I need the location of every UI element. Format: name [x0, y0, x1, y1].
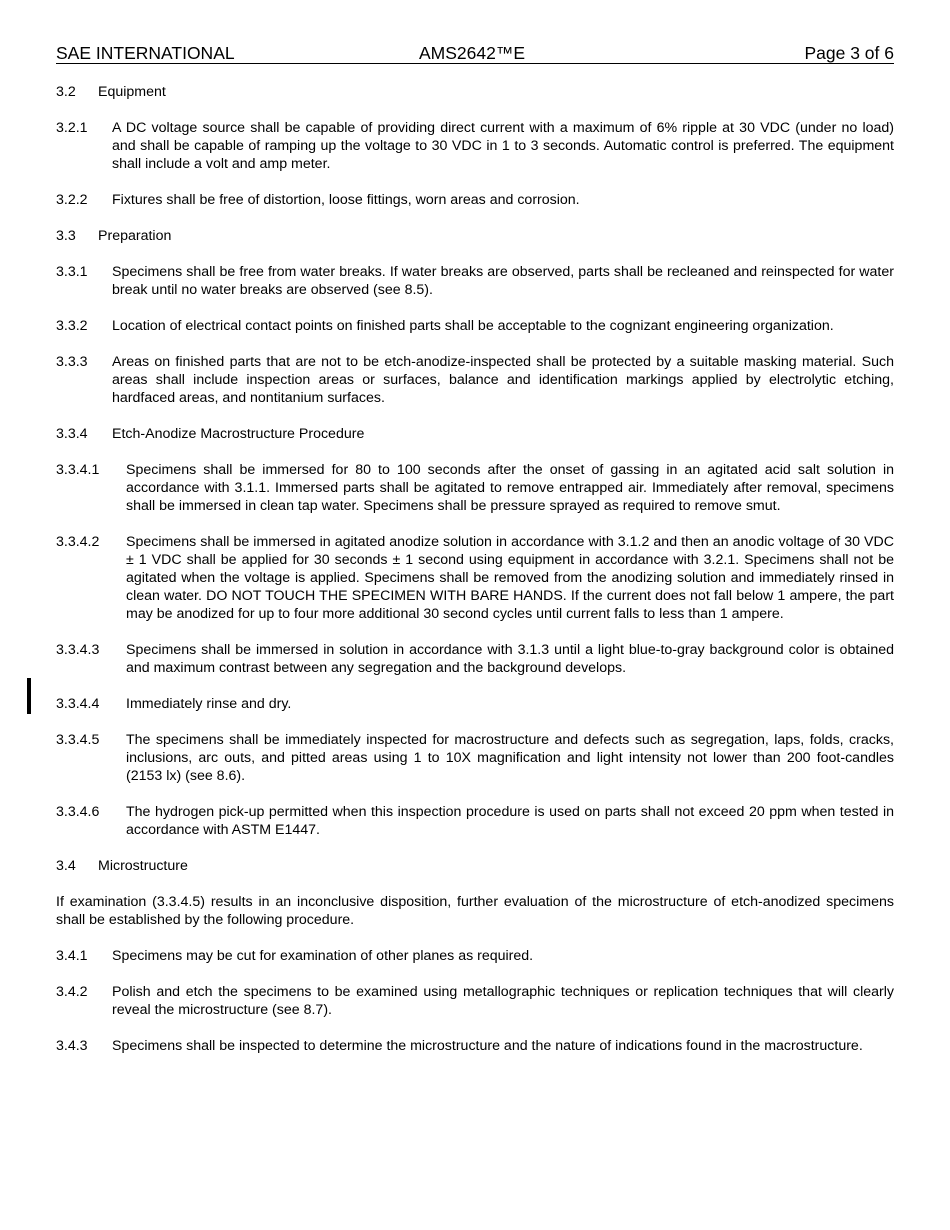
paragraph-number: 3.3.4.4 [56, 696, 100, 712]
paragraph [56, 731, 894, 785]
paragraph-text: Areas on finished parts that are not to be etch-anodize-inspected shall be protected by a suitable masking material. Such areas shall include inspection areas or surfaces, balance and identification markings applied by electrolytic etching, hardfaced areas, and nontitanium surfaces. [112, 354, 894, 406]
section-number: 3.3 [56, 228, 76, 244]
org-name: SAE INTERNATIONAL [56, 43, 235, 63]
paragraph-text: Fixtures shall be free of distortion, loose fittings, worn areas and corrosion. [112, 192, 580, 208]
paragraph-number: 3.3.1 [56, 264, 88, 280]
paragraph-number: 3.3.3 [56, 354, 88, 370]
paragraph-text: Specimens shall be immersed in solution in accordance with 3.1.3 until a light blue-to-gray background color is obtained and maximum contrast between any segregation and the background develops. [126, 642, 894, 676]
paragraph [56, 533, 894, 623]
paragraph [56, 803, 894, 839]
paragraph-text: Immediately rinse and dry. [126, 696, 292, 712]
paragraph [56, 353, 894, 407]
paragraph-text: Specimens shall be immersed for 80 to 100 seconds after the onset of gassing in an agitated acid salt solution in accordance with 3.1.1. Immersed parts shall be agitated to remove entrapped air. Immediately after removal, specimens shall be immersed in clean tap water. Specimens shall be pressure sprayed as required to remove smut. [126, 462, 894, 514]
paragraph-text: Location of electrical contact points on finished parts shall be acceptable to the cognizant engineering organization. [112, 318, 834, 334]
paragraph [56, 983, 894, 1019]
paragraph-number: 3.2.2 [56, 192, 88, 208]
paragraph-text: Polish and etch the specimens to be examined using metallographic techniques or replication techniques that will clearly reveal the microstructure (see 8.7). [112, 984, 894, 1018]
subsection-title: Etch-Anodize Macrostructure Procedure [112, 426, 365, 442]
section-heading [56, 227, 894, 245]
paragraph-number: 3.4.2 [56, 984, 88, 1000]
paragraph-number: 3.3.4.6 [56, 804, 100, 820]
paragraph-number: 3.3.4.1 [56, 462, 100, 478]
paragraph-text: Specimens shall be free from water breaks. If water breaks are observed, parts shall be recleaned and reinspected for water break until no water breaks are observed (see 8.5). [112, 264, 894, 298]
document-body [56, 83, 894, 1073]
page-header [56, 43, 894, 64]
intro-paragraph: If examination (3.3.4.5) results in an inconclusive disposition, further evaluation of the microstructure of etch-anodized specimens shall be established by the following procedure. [56, 894, 894, 928]
document-number: AMS2642™E [419, 43, 526, 63]
paragraph-text: Specimens shall be immersed in agitated anodize solution in accordance with 3.1.2 and then an anodic voltage of 30 VDC ± 1 VDC shall be applied for 30 seconds ± 1 second using equipment in accordance with 3.2.1. Specimens shall not be agitated when the voltage is applied. Specimens shall be removed from the anodizing solution and immediately rinsed in clean water. DO NOT TOUCH THE SPECIMEN WITH BARE HANDS. If the current does not fall below 1 ampere, the part may be anodized for up to four more additional 30 second cycles until current falls to less than 1 ampere. [126, 534, 894, 622]
paragraph-number: 3.3.4.3 [56, 642, 100, 658]
paragraph-text: Specimens shall be inspected to determine the microstructure and the nature of indications found in the macrostructure. [112, 1038, 863, 1054]
section-title: Equipment [98, 84, 166, 100]
paragraph [56, 641, 894, 677]
paragraph-text: A DC voltage source shall be capable of providing direct current with a maximum of 6% ripple at 30 VDC (under no load) and shall be capable of ramping up the voltage to 30 VDC in 1 to 3 seconds. Automatic control is preferred. The equipment shall include a volt and amp meter. [112, 120, 894, 172]
paragraph [56, 263, 894, 299]
paragraph [56, 191, 894, 209]
paragraph-text: The specimens shall be immediately inspected for macrostructure and defects such as segregation, laps, folds, cracks, inclusions, arc outs, and pitted areas using 1 to 10X magnification and light intensity not lower than 200 foot-candles (2153 lx) (see 8.6). [126, 732, 894, 784]
section-heading [56, 857, 894, 875]
section-title: Preparation [98, 228, 172, 244]
section-heading [56, 83, 894, 101]
paragraph-number: 3.4.3 [56, 1038, 88, 1054]
paragraph [56, 695, 894, 713]
revision-change-bar [27, 678, 31, 714]
paragraph [56, 119, 894, 173]
paragraph-text: The hydrogen pick-up permitted when this inspection procedure is used on parts shall not exceed 20 ppm when tested in accordance with ASTM E1447. [126, 804, 894, 838]
paragraph-number: 3.3.4.2 [56, 534, 100, 550]
section-number: 3.2 [56, 84, 76, 100]
paragraph-number: 3.4.1 [56, 948, 88, 964]
section-number: 3.4 [56, 858, 76, 874]
paragraph-number: 3.2.1 [56, 120, 88, 136]
paragraph-number: 3.3.4.5 [56, 732, 100, 748]
paragraph [56, 947, 894, 965]
paragraph-number: 3.3.4 [56, 426, 88, 442]
paragraph [56, 425, 894, 443]
paragraph [56, 317, 894, 335]
section-title: Microstructure [98, 858, 188, 874]
page-number: Page 3 of 6 [804, 43, 894, 63]
paragraph [56, 1037, 894, 1055]
paragraph [56, 461, 894, 515]
paragraph-number: 3.3.2 [56, 318, 88, 334]
paragraph-text: Specimens may be cut for examination of other planes as required. [112, 948, 534, 964]
